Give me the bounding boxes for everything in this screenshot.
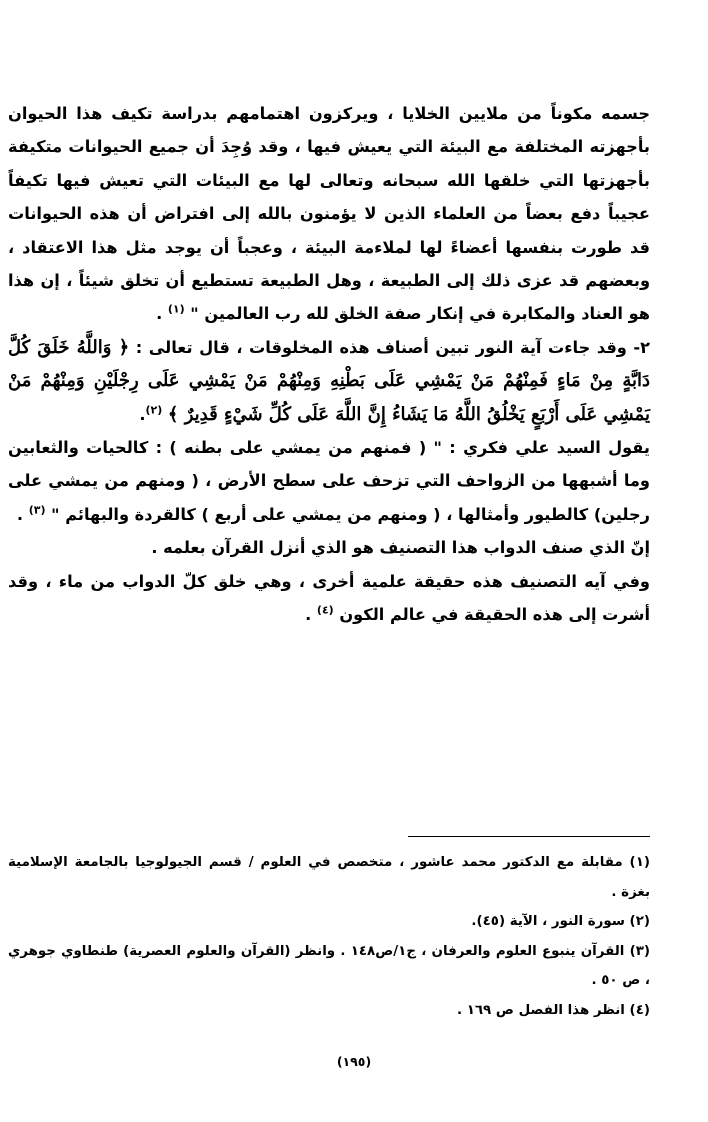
paragraph-3 bbox=[8, 431, 650, 531]
footnote-ref-1: (١) bbox=[167, 303, 185, 317]
paragraph-2-end: . bbox=[139, 404, 146, 424]
footnotes bbox=[8, 848, 650, 1025]
footnote-2: (٢) سورة النور ، الآية (٤٥). bbox=[471, 914, 650, 929]
page-number: (١٩٥) bbox=[336, 1054, 372, 1069]
paragraph-3-text: يقول السيد علي فكري : " ( فمنهم من يمشي على بطنه ) : كالحيات والثعابين وما أشبهها من الزواحف التي تزحف على سطح الأرض ، ( ومنهم من يمشي على رجلين) كالطيور وأمثالها ، ( ومنهم من يمشي على أربع ) كالقردة والبهائم " bbox=[8, 438, 650, 524]
footnote-3: (٣) القرآن ينبوع العلوم والعرفان ، ج١/ص١٤٨ . وانظر (القرآن والعلوم العصرية) طنطاوي جوهري ، ص ٥٠ . bbox=[8, 943, 651, 988]
paragraph-5-end: . bbox=[305, 605, 312, 625]
paragraph-5-text: وفي آيه التصنيف هذه حقيقة علمية أخرى ، وهي خلق كلّ الدواب من ماء ، وقد أشرت إلى هذه الحقيقة في عالم الكون bbox=[8, 571, 650, 625]
footnote-ref-2: (٢) bbox=[145, 403, 163, 417]
main-text bbox=[8, 97, 650, 632]
footnote-ref-3: (٣) bbox=[28, 503, 46, 517]
paragraph-5 bbox=[8, 565, 650, 632]
paragraph-1-end: . bbox=[156, 304, 163, 324]
paragraph-2-lead: ٢- وقد جاءت آية النور تبين أصناف هذه المخلوقات ، قال تعالى : bbox=[135, 337, 651, 357]
paragraph-1-text: جسمه مكوناً من ملايين الخلايا ، ويركزون اهتمامهم بدراسة تكيف هذا الحيوان بأجهزته المختلفة مع البيئة التي يعيش فيها ، وقد وُجِدَ أن جميع الحيوانات متكيفة بأجهزتها التي خلقها الله سبحانه وتعالى لها مع البيئات التي تعيش فيها تكيفاً عجيباً دفع بعضاً من العلماء الذين لا يؤمنون بالله إلى افتراض أن هذه الحيوانات قد طورت بنفسها أعضاءً لها لملاءمة البيئة ، وعجباً أن يوجد مثل هذا الاعتقاد ، وبعضهم قد عزى ذلك إلى الطبيعة ، وهل الطبيعة تستطيع أن تخلق شيئاً ، إن هذا هو العناد والمكابرة في إنكار صفة الخلق لله رب العالمين " bbox=[8, 104, 650, 324]
footnote-1: (١) مقابلة مع الدكتور محمد عاشور ، متخصص في العلوم / قسم الجيولوجيا بالجامعة الإسلامية بغزة . bbox=[8, 855, 650, 900]
quran-verse: ﴿ وَاللَّهُ خَلَقَ كُلَّ دَابَّةٍ مِنْ مَاءٍ فَمِنْهُمْ مَنْ يَمْشِي عَلَى بَطْنِهِ وَمِنْهُمْ مَنْ يَمْشِي عَلَى رِجْلَيْنِ وَمِنْهُمْ مَنْ يَمْشِي عَلَى أَرْبَعٍ يَخْلُقُ اللَّهُ مَا يَشَاءُ إِنَّ اللَّهَ عَلَى كُلِّ شَيْءٍ قَدِيرٌ ﴾ bbox=[8, 336, 650, 425]
paragraph-3-end: . bbox=[16, 504, 24, 524]
paragraph-2 bbox=[8, 331, 650, 431]
footnote-divider bbox=[408, 836, 650, 837]
paragraph-4 bbox=[8, 531, 650, 564]
paragraph-1 bbox=[8, 97, 650, 331]
footnote-4: (٤) انظر هذا الفصل ص ١٦٩ . bbox=[456, 1002, 650, 1018]
paragraph-4-text: إنّ الذي صنف الدواب هذا التصنيف هو الذي أنزل القرآن بعلمه . bbox=[151, 538, 650, 558]
footnote-ref-4: (٤) bbox=[316, 603, 334, 617]
